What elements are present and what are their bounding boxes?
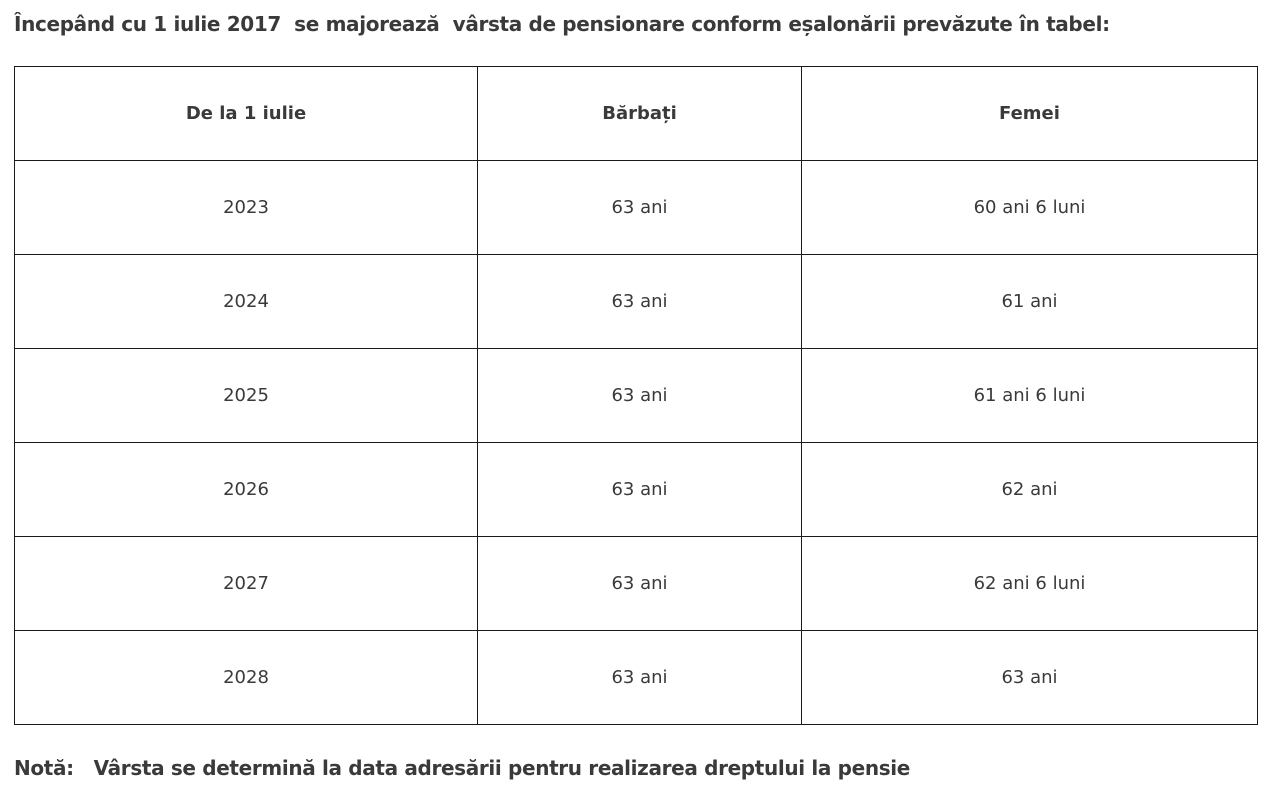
- retirement-age-table-container: [14, 66, 1257, 725]
- cell-women-age: 61 ani 6 luni: [802, 349, 1258, 443]
- retirement-age-table: [14, 66, 1258, 725]
- cell-year: 2028: [15, 631, 478, 725]
- cell-men-age: 63 ani: [478, 161, 802, 255]
- table-row: [15, 537, 1258, 631]
- table-row: [15, 349, 1258, 443]
- header-men: Bărbați: [478, 67, 802, 161]
- page-heading: Începând cu 1 iulie 2017 se majorează vârsta de pensionare conform eșalonării prevăzute în tabel:: [14, 12, 1110, 36]
- table-row: [15, 161, 1258, 255]
- cell-women-age: 62 ani 6 luni: [802, 537, 1258, 631]
- cell-year: 2023: [15, 161, 478, 255]
- footnote: Notă: Vârsta se determină la data adresării pentru realizarea dreptului la pensie: [14, 756, 910, 780]
- table-row: [15, 631, 1258, 725]
- header-women: Femei: [802, 67, 1258, 161]
- cell-year: 2027: [15, 537, 478, 631]
- cell-men-age: 63 ani: [478, 349, 802, 443]
- cell-women-age: 62 ani: [802, 443, 1258, 537]
- cell-women-age: 61 ani: [802, 255, 1258, 349]
- cell-men-age: 63 ani: [478, 255, 802, 349]
- cell-women-age: 60 ani 6 luni: [802, 161, 1258, 255]
- cell-year: 2026: [15, 443, 478, 537]
- table-header-row: [15, 67, 1258, 161]
- cell-year: 2024: [15, 255, 478, 349]
- cell-year: 2025: [15, 349, 478, 443]
- cell-men-age: 63 ani: [478, 631, 802, 725]
- table-row: [15, 443, 1258, 537]
- cell-women-age: 63 ani: [802, 631, 1258, 725]
- table-row: [15, 255, 1258, 349]
- cell-men-age: 63 ani: [478, 537, 802, 631]
- cell-men-age: 63 ani: [478, 443, 802, 537]
- header-year: De la 1 iulie: [15, 67, 478, 161]
